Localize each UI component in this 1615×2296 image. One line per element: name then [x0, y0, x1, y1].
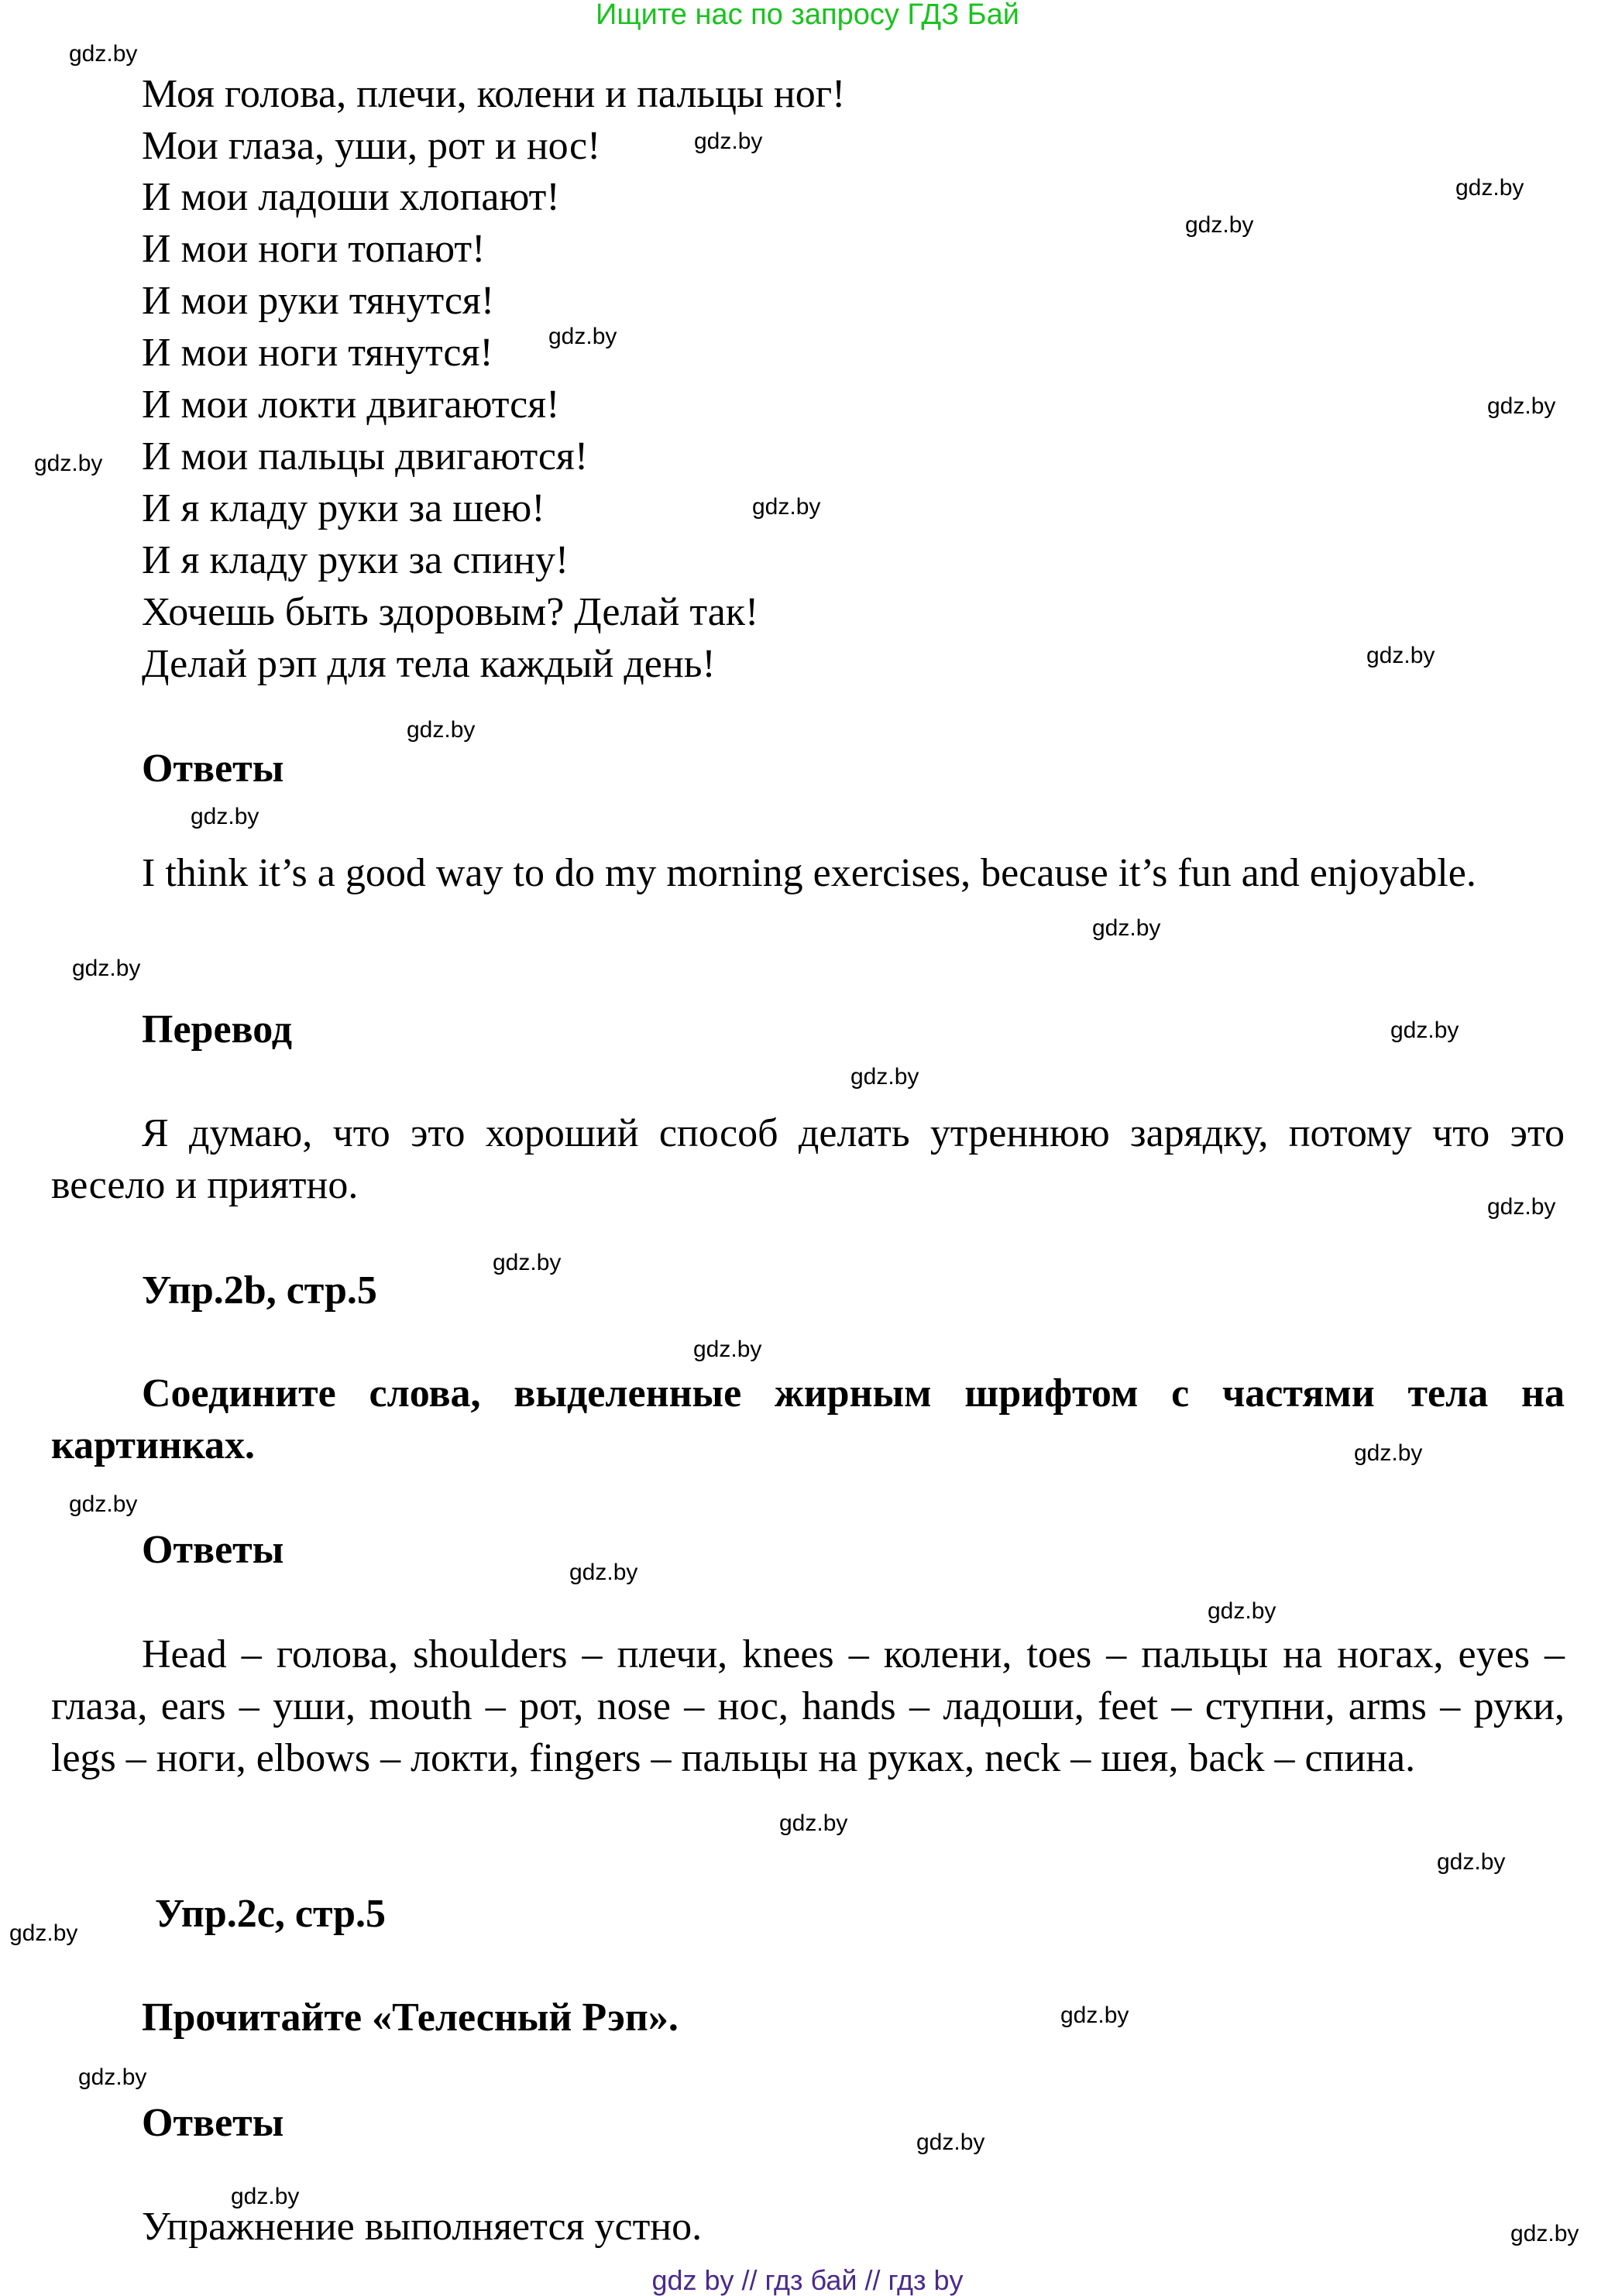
- watermark: gdz.by: [548, 324, 617, 349]
- watermark: gdz.by: [850, 1064, 919, 1090]
- exercise-2b-task: Соедините слова, выделенные жирным шрифтом с частями тела на картинках.: [51, 1371, 1565, 1467]
- poem-line: И я кладу руки за спину!: [142, 538, 569, 582]
- watermark: gdz.by: [407, 717, 476, 743]
- watermark: gdz.by: [916, 2130, 985, 2155]
- poem-line: И мои ноги топают!: [142, 227, 486, 271]
- watermark: gdz.by: [1390, 1018, 1459, 1043]
- watermark: gdz.by: [9, 1920, 78, 1946]
- watermark: gdz.by: [493, 1250, 562, 1275]
- watermark: gdz.by: [1060, 2003, 1129, 2028]
- exercise-2c-task: Прочитайте «Телесный Рэп».: [142, 1996, 679, 2040]
- watermark: gdz.by: [1354, 1440, 1423, 1466]
- exercise-2c-answers-text: Упражнение выполняется устно.: [142, 2205, 703, 2249]
- answer-paragraph: I think it’s a good way to do my morning exercises, because it’s fun and enjoyable.: [142, 851, 1476, 895]
- watermark: gdz.by: [69, 41, 138, 67]
- watermark: gdz.by: [779, 1810, 848, 1836]
- watermark: gdz.by: [694, 129, 763, 154]
- watermark: gdz.by: [69, 1491, 138, 1517]
- watermark: gdz.by: [569, 1560, 638, 1585]
- watermark: gdz.by: [1487, 393, 1556, 419]
- watermark: gdz.by: [752, 494, 821, 520]
- translation-paragraph: Я думаю, что это хороший способ делать утреннюю зарядку, потому что это весело и приятно.: [51, 1111, 1565, 1207]
- watermark: gdz.by: [1487, 1194, 1556, 1220]
- poem-line: Моя голова, плечи, колени и пальцы ног!: [142, 72, 846, 116]
- watermark: gdz.by: [693, 1337, 762, 1362]
- poem-line: Делай рэп для тела каждый день!: [142, 642, 716, 686]
- exercise-2b-answers-heading: Ответы: [142, 1528, 284, 1572]
- watermark: gdz.by: [1092, 915, 1161, 941]
- watermark: gdz.by: [72, 956, 141, 981]
- watermark: gdz.by: [34, 451, 103, 476]
- poem-line: И мои пальцы двигаются!: [142, 434, 589, 479]
- exercise-2b-title: Упр.2b, стр.5: [142, 1268, 377, 1313]
- exercise-2c-answers-heading: Ответы: [142, 2101, 284, 2145]
- poem-line: Мои глаза, уши, рот и нос!: [142, 124, 601, 168]
- poem-line: И мои локти двигаются!: [142, 383, 560, 427]
- watermark: gdz.by: [1208, 1598, 1277, 1624]
- poem-line: И мои ноги тянутся!: [142, 331, 493, 375]
- watermark: gdz.by: [191, 804, 259, 829]
- poem-line: И я кладу руки за шею!: [142, 486, 545, 530]
- watermark: gdz.by: [1185, 212, 1254, 238]
- poem-line: И мои руки тянутся!: [142, 279, 495, 323]
- answers-heading: Ответы: [142, 746, 284, 791]
- poem-line: Хочешь быть здоровым? Делай так!: [142, 590, 759, 634]
- watermark: gdz.by: [1366, 643, 1435, 668]
- footer-links[interactable]: gdz by // гдз бай // гдз by: [651, 2264, 964, 2296]
- exercise-2c-title: Упр.2c, стр.5: [155, 1892, 387, 1936]
- top-banner[interactable]: Ищите нас по запросу ГДЗ Бай: [596, 0, 1019, 31]
- exercise-2b-answers-text: Head – голова, shoulders – плечи, knees – колени, toes – пальцы на ногах, eyes – глаза, ears – уши, mouth – рот, nose – нос, hands – ладоши, feet – ступни, arms – руки, legs – ноги, elbows – локти, fingers – пальцы на руках, neck – шея, back – спина.: [51, 1632, 1565, 1780]
- watermark: gdz.by: [78, 2064, 147, 2090]
- watermark: gdz.by: [1455, 175, 1524, 201]
- translation-heading: Перевод: [142, 1007, 293, 1052]
- watermark: gdz.by: [1510, 2221, 1579, 2246]
- watermark: gdz.by: [231, 2184, 300, 2209]
- watermark: gdz.by: [1437, 1849, 1506, 1875]
- poem-line: И мои ладоши хлопают!: [142, 175, 560, 219]
